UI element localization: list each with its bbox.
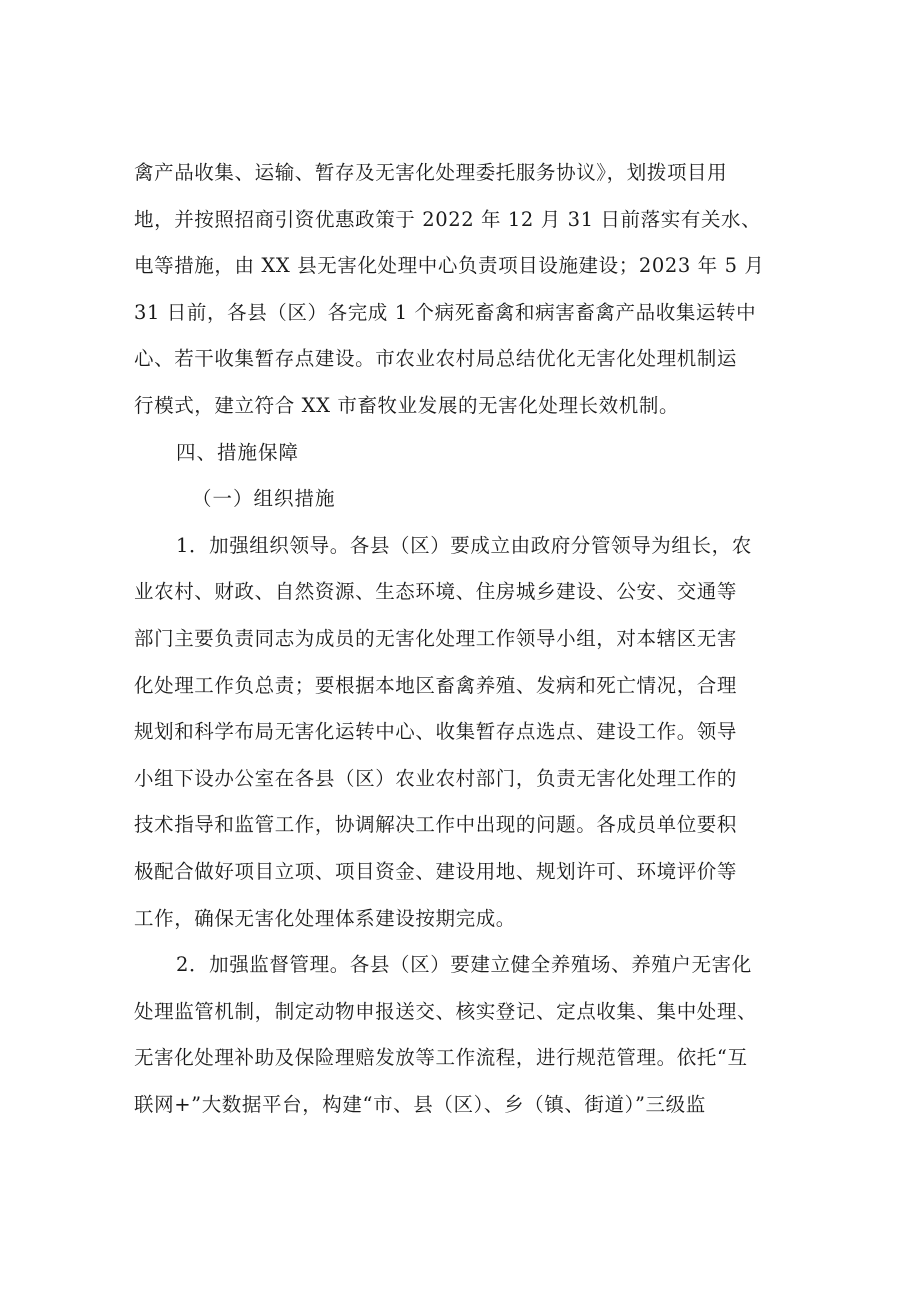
text-line: 联网+”大数据平台，构建“市、县（区）、乡（镇、街道）”三级监 bbox=[134, 1092, 706, 1116]
text-line: 电等措施，由 XX 县无害化处理中心负责项目设施建设；2023 年 5 月 bbox=[134, 254, 765, 278]
text-line: 部门主要负责同志为成员的无害化处理工作领导小组，对本辖区无害 bbox=[134, 626, 738, 650]
text-line: 规划和科学布局无害化运转中心、收集暂存点选点、建设工作。领导 bbox=[134, 720, 738, 744]
text-line: 工作，确保无害化处理体系建设按期完成。 bbox=[134, 906, 516, 930]
section-heading: 四、措施保障 bbox=[176, 440, 300, 464]
text-line: 处理监管机制，制定动物申报送交、核实登记、定点收集、集中处理、 bbox=[134, 999, 758, 1023]
paragraph-start: 2．加强监督管理。各县（区）要建立健全养殖场、养殖户无害化 bbox=[176, 953, 752, 977]
text-line: 禽产品收集、运输、暂存及无害化处理委托服务协议》，划拨项目用 bbox=[134, 161, 728, 184]
text-line: 极配合做好项目立项、项目资金、建设用地、规划许可、环境评价等 bbox=[134, 859, 738, 883]
document-body bbox=[134, 150, 824, 1128]
text-line: 31 日前，各县（区）各完成 1 个病死畜禽和病害畜禽产品收集运转中 bbox=[134, 300, 757, 324]
text-line: 化处理工作负总责；要根据本地区畜禽养殖、发病和死亡情况，合理 bbox=[134, 673, 738, 697]
text-line: 地，并按照招商引资优惠政策于 2022 年 12 月 31 日前落实有关水、 bbox=[134, 207, 762, 231]
text-line: 技术指导和监管工作，协调解决工作中出现的问题。各成员单位要积 bbox=[134, 813, 738, 837]
subsection-heading: （一）组织措施 bbox=[192, 487, 336, 511]
text-line: 行模式，建立符合 XX 市畜牧业发展的无害化处理长效机制。 bbox=[134, 393, 680, 417]
paragraph-start: 1．加强组织领导。各县（区）要成立由政府分管领导为组长，农 bbox=[176, 533, 752, 557]
text-line: 无害化处理补助及保险理赔发放等工作流程，进行规范管理。依托“互 bbox=[134, 1046, 748, 1070]
text-line: 业农村、财政、自然资源、生态环境、住房城乡建设、公安、交通等 bbox=[134, 580, 738, 604]
text-line: 心、若干收集暂存点建设。市农业农村局总结优化无害化处理机制运 bbox=[134, 347, 738, 371]
text-line: 小组下设办公室在各县（区）农业农村部门，负责无害化处理工作的 bbox=[134, 766, 738, 790]
